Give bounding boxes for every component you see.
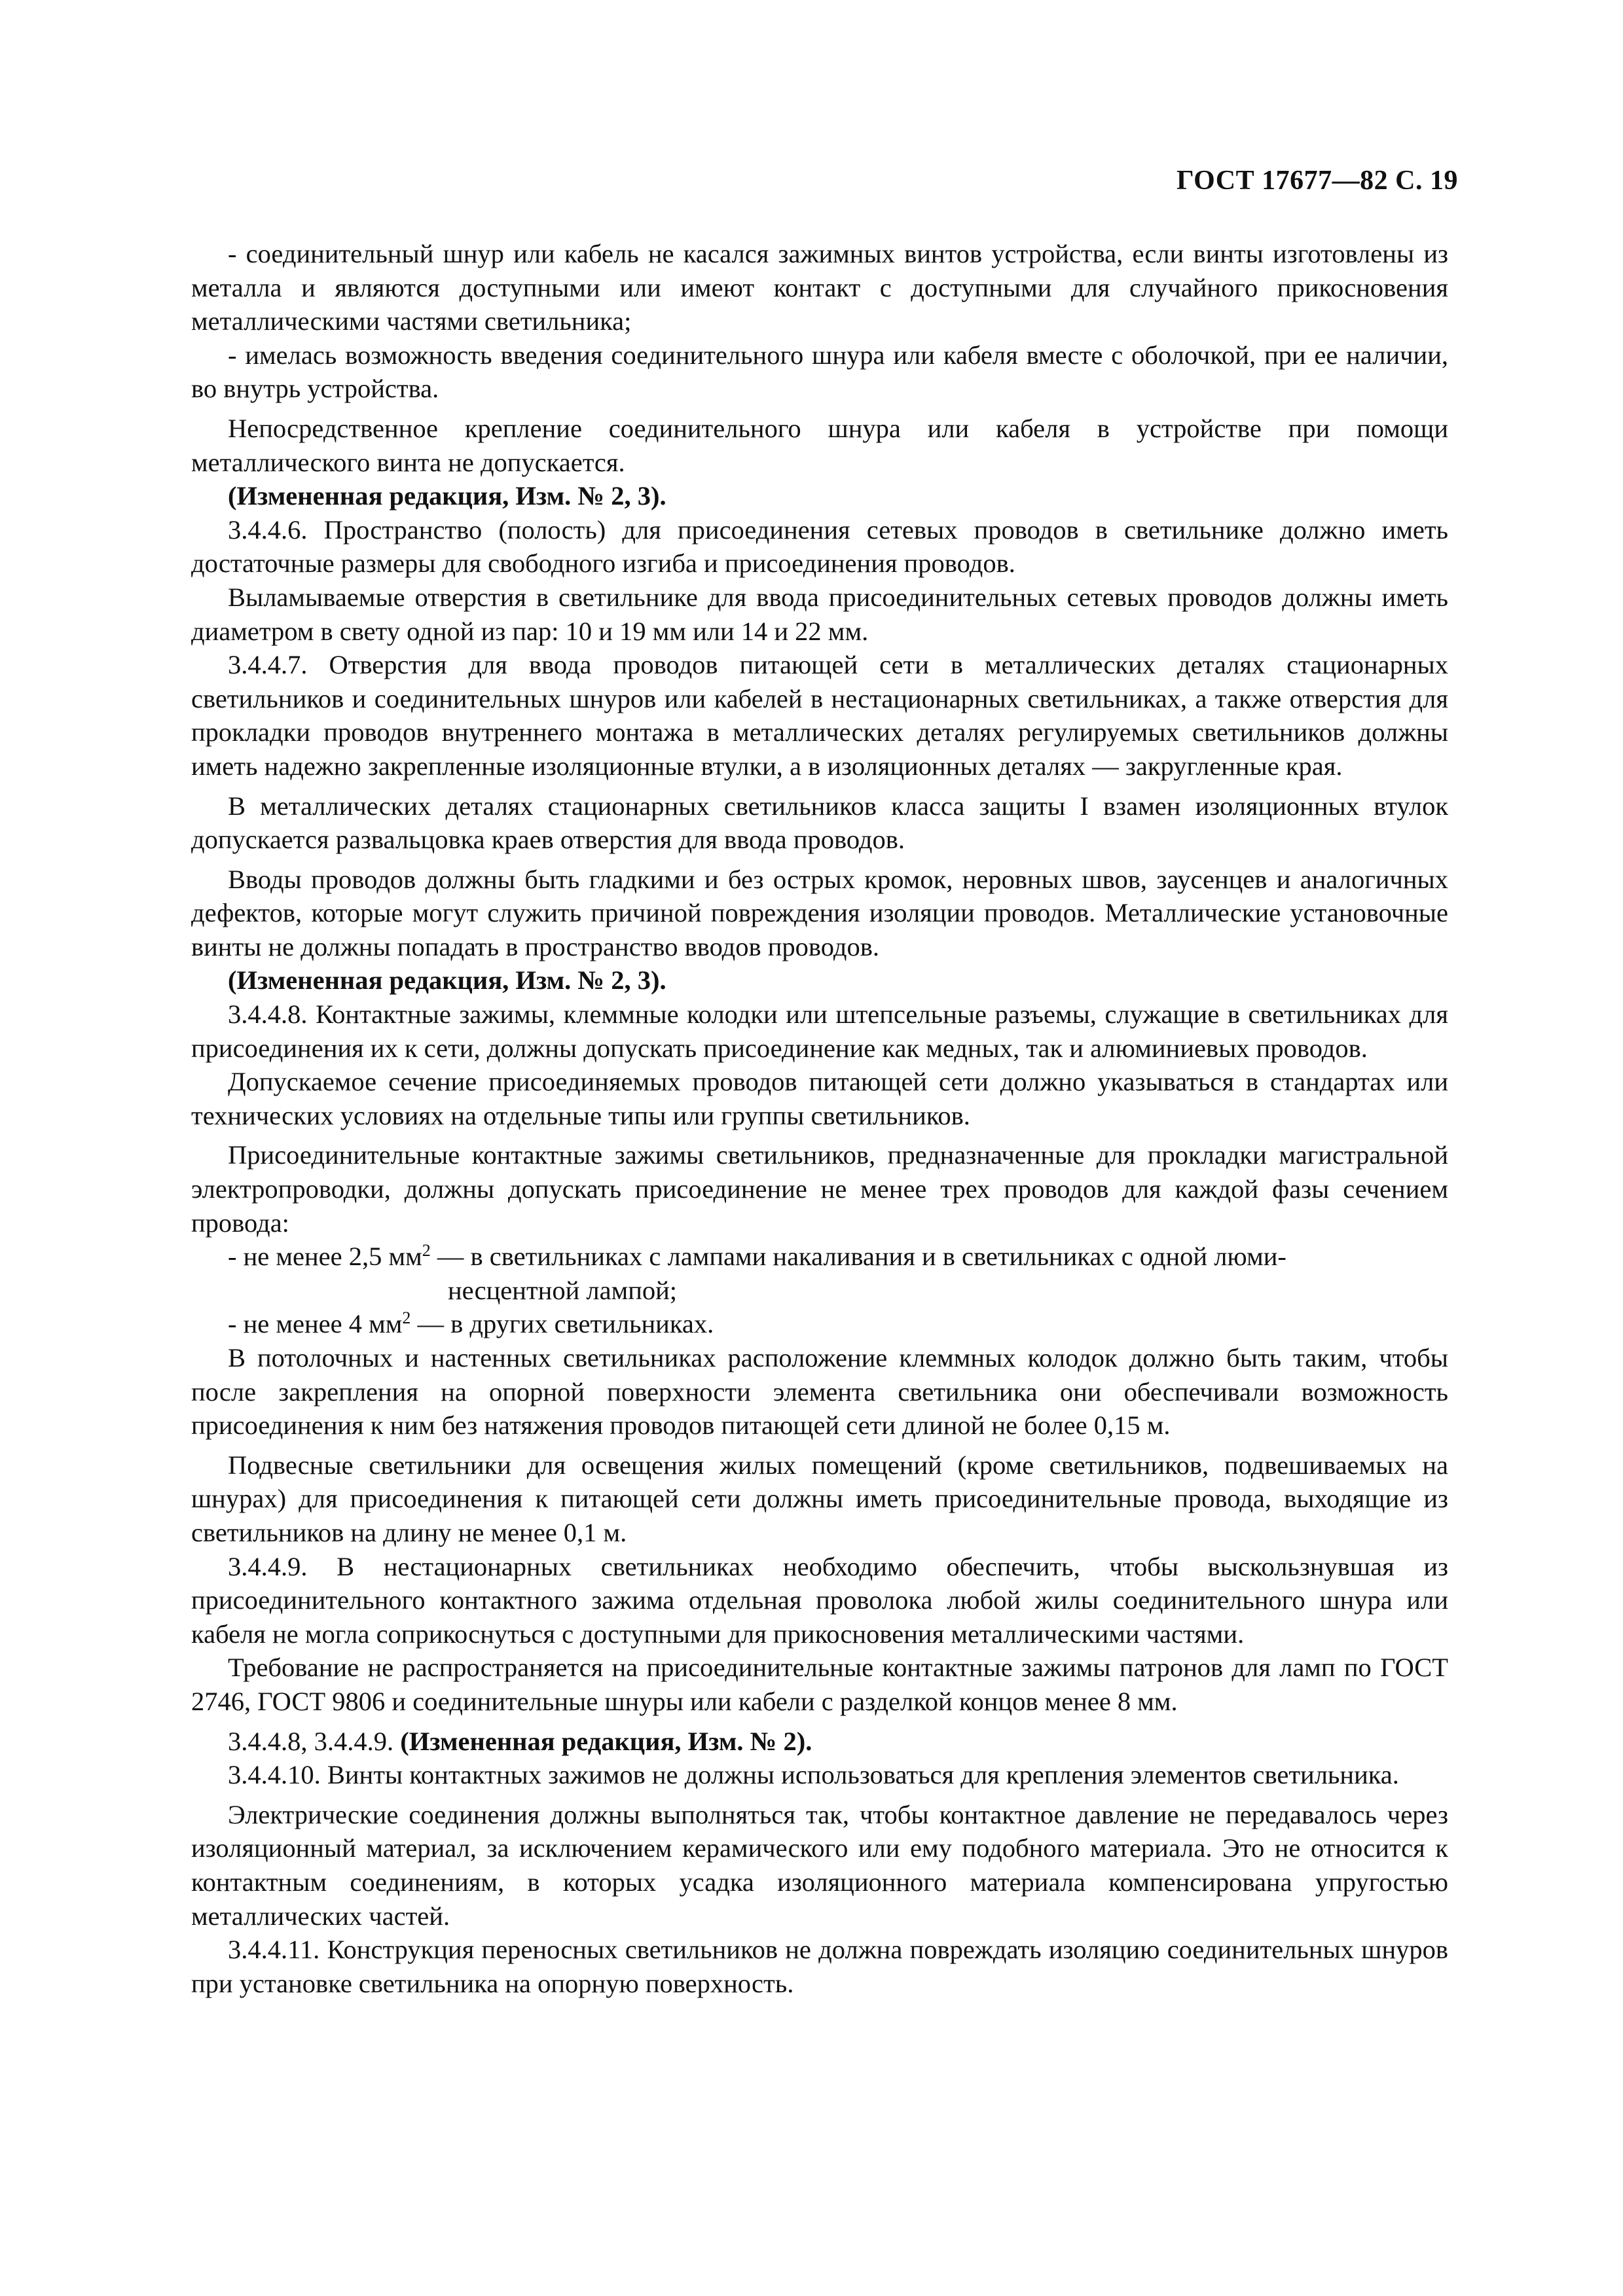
paragraph: Вводы проводов должны быть гладкими и без острых кромок, неровных швов, заусенцев и аналогичных дефектов, которые могут служить причиной повреждения изоляции проводов. Металлические установочные винты не должны попадать в пространство вводов проводов. [191,864,1448,961]
amendment-note: (Измененная редакция, Изм. № 2, 3). [228,965,666,996]
list-item-text: - не менее 4 мм [228,1309,403,1339]
superscript: 2 [422,1241,431,1261]
paragraph: В металлических деталях стационарных светильников класса защиты I взамен изоляционных втулок допускается развальцовка краев отверстия для ввода проводов. [191,791,1448,855]
page-header: ГОСТ 17677—82 С. 19 [1176,166,1458,196]
paragraph: Непосредственное крепление соединительного шнура или кабеля в устройстве при помощи металлического винта не допускается. [191,413,1448,477]
document-body [191,237,1448,2000]
clause-paragraph: 3.4.4.11. Конструкция переносных светильников не должна повреждать изоляцию соединительных шнуров при установке светильника на опорную поверхность. [191,1935,1448,1998]
clause-paragraph: 3.4.4.6. Пространство (полость) для присоединения сетевых проводов в светильнике должно иметь достаточные размеры для свободного изгиба и присоединения проводов. [191,514,1448,579]
paragraph: - соединительный шнур или кабель не касался зажимных винтов устройства, если винты изготовлены из металла и являются доступными или имеют контакт с доступными для случайного прикосновения металлическими частями светильника; [191,239,1448,336]
paragraph: Присоединительные контактные зажимы светильников, предназначенные для прокладки магистральной электропроводки, должны допускать присоединение не менее трех проводов для каждой фазы сечением провода: [191,1140,1448,1238]
list-item-text: - не менее 2,5 мм [228,1242,422,1272]
superscript: 2 [402,1308,411,1328]
clause-refs: 3.4.4.8, 3.4.4.9. [228,1726,401,1756]
paragraph: Электрические соединения должны выполняться так, чтобы контактное давление не передавалось через изоляционный материал, за исключением керамического или ему подобного материала. Это не относится к контактным соединениям, в которых усадка изоляционного материала компенсирована упругостью металлических частей. [191,1799,1448,1931]
amendment-text: (Измененная редакция, Изм. № 2). [400,1726,812,1756]
paragraph: В потолочных и настенных светильниках расположение клеммных колодок должно быть таким, чтобы после закрепления на опорной поверхности элемента светильника они обеспечивали возможность присоединения к ним без натяжения проводов питающей сети длиной не более 0,15 м. [191,1343,1448,1441]
paragraph: Подвесные светильники для освещения жилых помещений (кроме светильников, подвешиваемых на шнурах) для присоединения к питающей сети должны иметь присоединительные провода, выходящие из светильников на длину не менее 0,1 м. [191,1450,1448,1547]
clause-paragraph: 3.4.4.8. Контактные зажимы, клеммные колодки или штепсельные разъемы, служащие в светильниках для присоединения их к сети, должны допускать присоединение как медных, так и алюминиевых проводов. [191,999,1448,1063]
paragraph: Допускаемое сечение присоединяемых проводов питающей сети должно указываться в стандартах или технических условиях на отдельные типы или группы светильников. [191,1067,1448,1130]
clause-paragraph: 3.4.4.10. Винты контактных зажимов не должны использоваться для крепления элементов светильника. [228,1760,1399,1790]
list-item-text: — в светильниках с лампами накаливания и в светильниках с одной люми- [430,1242,1286,1272]
list-item-continuation: несцентной лампой; [448,1275,678,1305]
paragraph: - имелась возможность введения соединительного шнура или кабеля вместе с оболочкой, при ее наличии, во внутрь устройства. [191,340,1448,404]
paragraph: Выламываемые отверстия в светильнике для ввода присоединительных сетевых проводов должны иметь диаметром в свету одной из пар: 10 и 19 мм или 14 и 22 мм. [191,582,1448,646]
paragraph: Требование не распространяется на присоединительные контактные зажимы патронов для ламп по ГОСТ 2746, ГОСТ 9806 и соединительные шнуры или кабели с разделкой концов менее 8 мм. [191,1653,1448,1716]
clause-paragraph: 3.4.4.7. Отверстия для ввода проводов питающей сети в металлических деталях стационарных светильников и соединительных шнуров или кабелей в нестационарных светильниках, а также отверстия для прокладки проводов внутреннего монтажа в металлических деталях регулируемых светильников должны иметь надежно закрепленные изоляционные втулки, а в изоляционных деталях — закругленные края. [191,650,1448,781]
list-item-text: — в других светильниках. [410,1309,714,1339]
clause-paragraph: 3.4.4.9. В нестационарных светильниках необходимо обеспечить, чтобы выскользнувшая из присоединительного контактного зажима отдельная проволока любой жилы соединительного шнура или кабеля не могла соприкоснуться с доступными для прикосновения металлическими частями. [191,1551,1448,1649]
amendment-note [191,1725,1448,1759]
amendment-note: (Измененная редакция, Изм. № 2, 3). [228,481,666,511]
list-item [191,1307,1448,1341]
list-item [191,1240,1448,1307]
